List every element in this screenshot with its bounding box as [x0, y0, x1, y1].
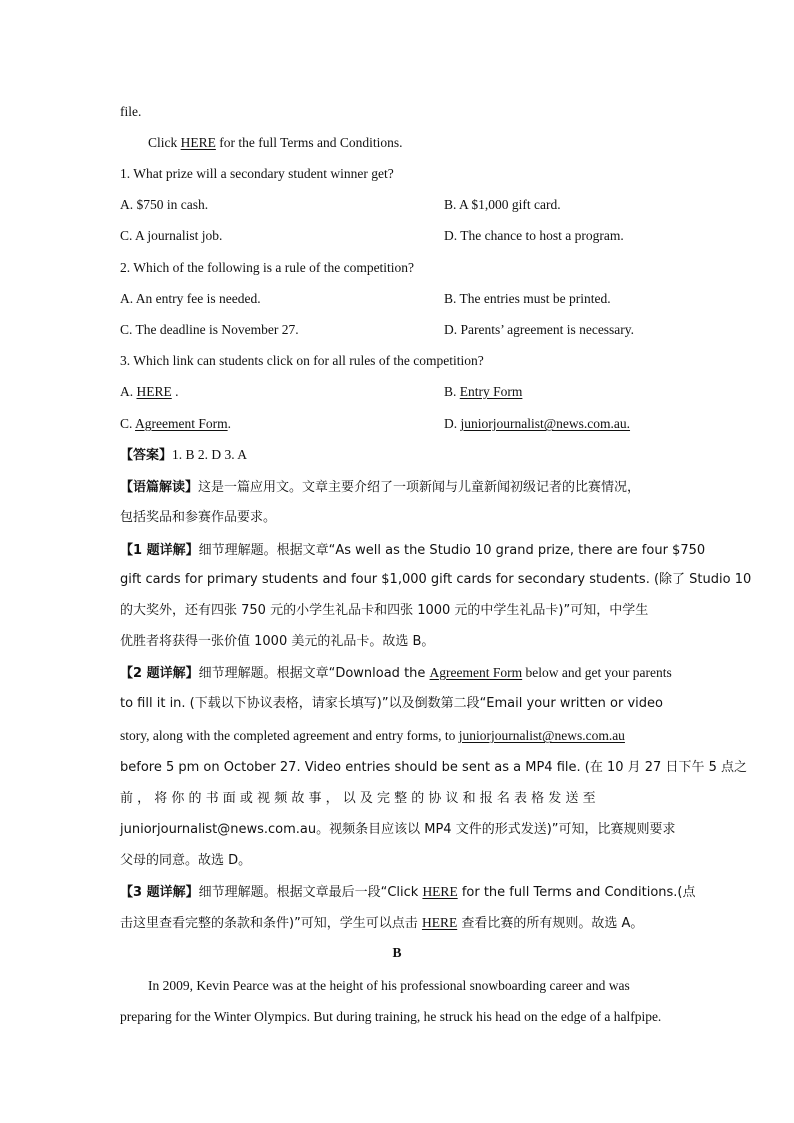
- text: .: [171, 384, 179, 399]
- text: Click: [148, 135, 181, 150]
- q2-option-a: A. An entry fee is needed.: [120, 291, 261, 306]
- text: B.: [444, 384, 460, 399]
- email-link[interactable]: juniorjournalist@news.com.au: [458, 728, 625, 743]
- q2-explain-line-2: to fill it in. (下载以下协议表格，请家长填写)”以及倒数第二段“Email your written or video: [120, 696, 663, 711]
- q3-option-c: [120, 414, 231, 434]
- text: D.: [444, 416, 461, 431]
- q1-option-a: A. $750 in cash.: [120, 197, 209, 212]
- entry-form-link[interactable]: Entry Form: [459, 384, 523, 399]
- q2-explain-line-6: juniorjournalist@news.com.au。视频条目应该以 MP4 文件的形式发送)”可知，比赛规则要求: [120, 822, 676, 837]
- q3-explain-label: 【3 题详解】: [120, 885, 199, 900]
- text: for the full Terms and Conditions.(点: [457, 885, 696, 900]
- q2-explain-line-1: [120, 663, 672, 684]
- section-b-line-1: In 2009, Kevin Pearce was at the height of his professional snowboarding career and was: [148, 978, 630, 993]
- q1-explain-line-3: 的大奖外，还有四张 750 元的小学生礼品卡和四张 1000 元的中学生礼品卡)”可知，中学生: [120, 603, 649, 618]
- q2-option-b: B. The entries must be printed.: [444, 291, 611, 306]
- here-link[interactable]: HERE: [136, 384, 172, 399]
- text-fragment: file.: [120, 104, 142, 119]
- text: 击这里查看完整的条款和条件)”可知，学生可以点击: [120, 916, 422, 931]
- q2-explain-line-5: 前 ， 将 你 的 书 面 或 视 频 故 事 ， 以 及 完 整 的 协 议 和 报 名 表 格 发 送 至: [120, 791, 596, 806]
- answer-label: 【答案】: [120, 448, 173, 463]
- section-heading: B: [392, 945, 402, 960]
- q3-option-a: [120, 382, 179, 402]
- q1-option-b: B. A $1,000 gift card.: [444, 197, 561, 212]
- text: for the full Terms and Conditions.: [215, 135, 403, 150]
- q3-option-b: [444, 382, 522, 402]
- q3-explain-line-1: [120, 882, 695, 903]
- q3-option-d: [444, 414, 630, 434]
- agreement-form-link[interactable]: Agreement Form: [135, 416, 228, 431]
- agreement-form-link[interactable]: Agreement Form: [429, 665, 523, 680]
- text: C.: [120, 416, 136, 431]
- question-2-stem: 2. Which of the following is a rule of the competition?: [120, 260, 415, 275]
- text: 查看比赛的所有规则。故选 A。: [457, 916, 644, 931]
- text: 细节理解题。根据文章“Download the: [198, 666, 430, 681]
- q1-explain-label: 【1 题详解】: [120, 543, 199, 558]
- reading-line-1: [120, 477, 640, 498]
- q1-explain-text: 细节理解题。根据文章“As well as the Studio 10 grand prize, there are four $750: [198, 543, 706, 558]
- text: below and get your parents: [522, 665, 672, 680]
- question-3-stem: 3. Which link can students click on for all rules of the competition?: [120, 353, 484, 368]
- terms-line: [148, 133, 403, 153]
- q2-explain-line-4: before 5 pm on October 27. Video entries should be sent as a MP4 file. (在 10 月 27 日下午 5 点之: [120, 760, 747, 775]
- question-1-stem: 1. What prize will a secondary student winner get?: [120, 166, 394, 181]
- email-link[interactable]: juniorjournalist@news.com.au.: [460, 416, 631, 431]
- q2-explain-label: 【2 题详解】: [120, 666, 199, 681]
- text: story, along with the completed agreement and entry forms, to: [120, 728, 459, 743]
- q1-option-c: C. A journalist job.: [120, 228, 223, 243]
- q2-explain-line-3: [120, 726, 625, 746]
- q2-option-c: C. The deadline is November 27.: [120, 322, 299, 337]
- reading-text: 这是一篇应用文。文章主要介绍了一项新闻与儿童新闻初级记者的比赛情况，: [198, 480, 641, 495]
- text: .: [227, 416, 231, 431]
- reading-label: 【语篇解读】: [120, 480, 199, 495]
- q1-explain-line-4: 优胜者将获得一张价值 1000 美元的礼品卡。故选 B。: [120, 634, 435, 649]
- text: 细节理解题。根据文章最后一段“Click: [198, 885, 423, 900]
- section-b-line-2: preparing for the Winter Olympics. But during training, he struck his head on the edge of a halfpipe.: [120, 1009, 662, 1024]
- q1-explain-line-2: gift cards for primary students and four $1,000 gift cards for secondary students. (除了 Studio 10: [120, 572, 752, 587]
- text: A.: [120, 384, 137, 399]
- q2-explain-line-7: 父母的同意。故选 D。: [120, 853, 252, 868]
- here-link[interactable]: HERE: [421, 915, 458, 930]
- answer-text: 1. B 2. D 3. A: [172, 447, 248, 462]
- here-link[interactable]: HERE: [180, 135, 216, 150]
- answer-line: [120, 445, 247, 466]
- reading-line-2: 包括奖品和参赛作品要求。: [120, 510, 277, 525]
- q2-option-d: D. Parents’ agreement is necessary.: [444, 322, 635, 337]
- q1-option-d: D. The chance to host a program.: [444, 228, 624, 243]
- q1-explain-line-1: [120, 540, 705, 561]
- here-link[interactable]: HERE: [422, 884, 458, 899]
- q3-explain-line-2: [120, 913, 643, 934]
